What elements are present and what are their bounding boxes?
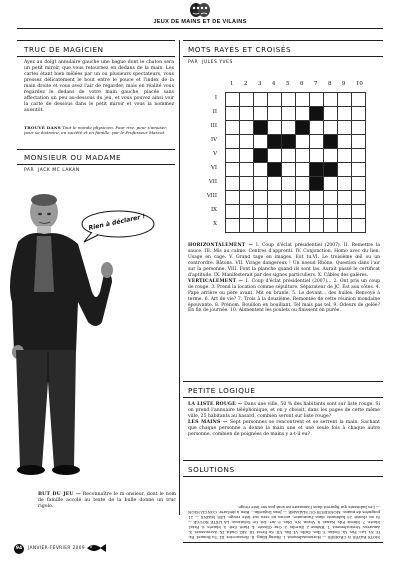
crossword-column-label: 7 xyxy=(314,81,318,87)
crossword-cell xyxy=(226,107,240,121)
crossword-cell xyxy=(338,107,352,121)
crossword-cell xyxy=(254,177,268,191)
crossword-cell xyxy=(338,135,352,149)
crossword-cell xyxy=(296,135,310,149)
crossword-cell xyxy=(296,149,310,163)
crossword-cell xyxy=(268,121,282,135)
crossword-column-label: 5 xyxy=(286,81,290,87)
crossword-cell xyxy=(324,93,338,107)
crossword-cell xyxy=(352,219,366,233)
crossword-cell xyxy=(254,205,268,219)
crossword-black-cell xyxy=(324,135,338,149)
crossword-row xyxy=(226,205,366,219)
crossword-cell xyxy=(268,107,282,121)
crossword-cell xyxy=(268,191,282,205)
mots-top-rule xyxy=(183,40,383,41)
crossword-cell xyxy=(282,219,296,233)
monsieur-byline-name: JACK MC LAKAN xyxy=(38,168,80,173)
vert-text: 1. Coup d'éclat présidentiel (2007)... 2. Ont pris un coup de rouge. 3. Prend la location comme sépulture. Séparateur de JC. Est aux côtes. 4. Pape arrière ou père avant. Mit en branle. 5. Le devant... des huiles. Renvoyé à terme. 6. Art de vie? 7. Trois à la douzième. Remontée de cette réunion mondaine épouvante. 8. Prénom. Bouillon en bouillant. Tel mais pas tel. 9. Odeurs de gelée? En fin de journée. 10. Alimentent les poulets ou finissent en purée. xyxy=(188,278,380,314)
crossword-cell xyxy=(352,135,366,149)
horiz-text: I. Coup d'éclat présidentiel (2007). II. Remettre la sauce. III. Mis au calme. Centres d'apprenti. IV. Conjonction. Homo avec du lien. Usage en cage. V. Grand tage en images. Eut tu.VI. Le troisième œil ou un contrordre. Bâtons. VII. Virage dangereux ! Un noeud Rhône. Question dans l'air sur la personne. VIII. Font la planche quand ils sont las. Aurait passé le certificat d'aptitude. IX. Manifesterait par des signes particuliers. X. Câbles des galères. xyxy=(188,243,380,278)
crossword-cell xyxy=(324,205,338,219)
crossword-cell xyxy=(324,191,338,205)
crossword-black-cell xyxy=(310,163,324,177)
logique-body xyxy=(188,402,380,438)
les-mains-label: LES MAINS — xyxy=(188,420,228,426)
column-divider xyxy=(179,40,180,515)
crossword-cell xyxy=(352,163,366,177)
crossword-row-label: II xyxy=(212,109,217,115)
crossword-cell xyxy=(254,93,268,107)
crossword-cell xyxy=(240,205,254,219)
crossword-row xyxy=(226,149,366,163)
crossword-column-label: 2 xyxy=(244,81,248,87)
crossword-cell xyxy=(282,205,296,219)
crossword-column-label: 4 xyxy=(272,81,276,87)
crossword-cell xyxy=(310,219,324,233)
crossword-cell xyxy=(296,163,310,177)
monsieur-top-rule xyxy=(17,149,175,150)
crossword-black-cell xyxy=(282,135,296,149)
crossword-row-label: IX xyxy=(211,207,217,213)
crossword-cell xyxy=(226,163,240,177)
mots-clues xyxy=(188,243,380,314)
crossword-cell xyxy=(352,177,366,191)
solutions-text-upside-down: MOTS RAYÉS & CROISÉS — Horizontalement. I. Rising bling. II. Resauceter. III. Tu Ronnel. Ex. IV. Ni. Lac. Pas. Va. Sodas. V. Ibis. Sulfo. VI. Bis. VII. Sn Erest. III. Mil. Ondit. IX. Ascenseurs. X. Amarras. Verticalement. 1. Rhôme 2. Eurolis. 3. Onr. Glissée. 4. Haté. Seit. 5. Mairés. 6. Fatal. Morte. 7. Miroir. Fils. Nanat. 8. Veron. Ne. Olas. 9. Art. Dit. Or. Solutions. LA LISTE ROUGE — Si on choisit 25 habitants dans l'annuaire, aucun ne sera sur liste rouge. LES MAINS — 21 poignées de mains. MONSIEUR OU MADAME — Jean Dujardin... Rien à déclarer. CONCLUSION — Les habitants qui figurent dans l'annuaire ne sont pas sur liste rouge. xyxy=(188,505,380,540)
crossword-cell xyxy=(226,93,240,107)
crossword-cell xyxy=(240,219,254,233)
liste-rouge-text: Dans une ville, 50 % des habitants sont sur liste rouge. Si on prend l'annuaire téléphonique, et on y choisit, dans les pages de cette même ville, 25 habitants au hasard, combien seront sur liste rouge? xyxy=(188,402,380,420)
crossword-cell xyxy=(352,93,366,107)
mots-title: MOTS RAYÉS ET CROISÉS xyxy=(188,45,292,54)
truc-title: TRUC DE MAGICIEN xyxy=(24,45,104,54)
crossword-cell xyxy=(338,149,352,163)
crossword-cell xyxy=(324,149,338,163)
crossword-cell xyxy=(338,191,352,205)
logique-title: PETITE LOGIQUE xyxy=(188,386,256,395)
monsieur-title: MONSIEUR OU MADAME xyxy=(24,153,122,162)
crossword-black-cell xyxy=(254,149,268,163)
mots-byline-name: JULES YVES xyxy=(202,60,233,65)
speech-bubble-text: Rien à déclarer ! xyxy=(87,213,146,232)
crossword-row xyxy=(226,93,366,107)
crossword-black-cell xyxy=(268,135,282,149)
crossword-row-label: VII xyxy=(208,179,217,185)
solutions-title-rule xyxy=(183,476,383,477)
crossword-cell xyxy=(352,205,366,219)
crossword-cell xyxy=(324,121,338,135)
crossword-cell xyxy=(282,107,296,121)
crossword-cell xyxy=(352,149,366,163)
crossword-cell xyxy=(240,163,254,177)
crossword-cell xyxy=(296,107,310,121)
crossword-cell xyxy=(226,177,240,191)
truc-top-rule xyxy=(17,40,175,41)
crossword-cell xyxy=(310,121,324,135)
crossword-cell xyxy=(296,219,310,233)
crossword-cell xyxy=(254,191,268,205)
crossword-cell xyxy=(352,121,366,135)
horiz-label: HORIZONTALEMENT — xyxy=(188,243,254,248)
crossword-column-label: 8 xyxy=(328,81,332,87)
monsieur-byline xyxy=(24,168,80,173)
crossword-black-cell xyxy=(268,163,282,177)
crossword-column-label: 3 xyxy=(258,81,262,87)
mots-byline xyxy=(188,60,233,65)
crossword-column-label: 9 xyxy=(342,81,346,87)
fish-icon xyxy=(85,542,107,554)
crossword-black-cell xyxy=(310,177,324,191)
crossword-cell xyxy=(352,191,366,205)
crossword-cell xyxy=(282,163,296,177)
crossword-cell xyxy=(338,93,352,107)
crossword-row-label: X xyxy=(213,221,217,227)
truc-title-rule xyxy=(17,56,175,57)
crossword-cell xyxy=(338,177,352,191)
crossword-cell xyxy=(226,191,240,205)
crossword-cell xyxy=(324,177,338,191)
crossword-row-label: III xyxy=(210,123,217,129)
crossword-cell xyxy=(282,191,296,205)
crossword-row-label: IV xyxy=(210,137,217,143)
mots-title-rule xyxy=(183,56,383,57)
crossword-cell xyxy=(310,191,324,205)
double-mask-emblem-icon xyxy=(188,2,212,18)
les-mains-text: Sept personnes se rencontrent et se serrent la main. Sachant que chaque personne a donné la main une et une seule fois à chaque autre personne, combien de poignées de mains y a-t-il eu? xyxy=(188,420,380,438)
solutions-top-rule xyxy=(183,460,383,461)
crossword-cell xyxy=(226,121,240,135)
header-rule xyxy=(17,28,383,29)
crossword-row xyxy=(226,191,366,205)
issue-date: JANVIER-FÉVRIER 2009 xyxy=(28,546,86,551)
crossword-black-cell xyxy=(324,163,338,177)
crossword-row xyxy=(226,135,366,149)
crossword-cell xyxy=(338,205,352,219)
page-number: 94 xyxy=(15,546,23,551)
crossword-cell xyxy=(338,163,352,177)
crossword-cell xyxy=(268,177,282,191)
crossword-cell xyxy=(352,107,366,121)
crossword-cell xyxy=(240,121,254,135)
crossword-row xyxy=(226,219,366,233)
crossword-cell xyxy=(240,177,254,191)
crossword-column-label: 6 xyxy=(300,81,304,87)
crossword-black-cell xyxy=(296,121,310,135)
crossword-cell xyxy=(268,93,282,107)
crossword-cell xyxy=(296,191,310,205)
truc-body: Ayez au doigt annulaire gauche une bague dont le chaton sera un petit miroir, que vous retournez en dedans de la main. Les cartes étant bien mêlées par un ou plusieurs spectateurs, vous pressez délicatement le bout entre le pouce et l'index de la main droite et vous avez l'air de regarder, mais en réalité vous regardez le dedans de votre main gauche, placée sans affectation un peu au-dessous du jeu, et vous pouvez ainsi voir la carte de dessous dans le petit miroir et vous la nommez aussitôt. xyxy=(24,60,174,114)
crossword-cell xyxy=(240,93,254,107)
vert-label: VERTICALEMENT — xyxy=(188,278,244,284)
crossword-black-cell xyxy=(254,121,268,135)
crossword-black-cell xyxy=(310,107,324,121)
crossword-row-label: I xyxy=(214,95,217,101)
crossword-cell xyxy=(324,219,338,233)
crossword-row xyxy=(226,163,366,177)
monsieur-caption xyxy=(38,492,176,511)
crossword-cell xyxy=(226,205,240,219)
crossword-row-label: VIII xyxy=(206,193,217,199)
logique-title-rule xyxy=(183,397,383,398)
crossword-cell xyxy=(254,135,268,149)
crossword-cell xyxy=(226,219,240,233)
crossword-cell xyxy=(338,219,352,233)
monsieur-byline-prefix: PAR xyxy=(24,168,35,173)
crossword-cell xyxy=(268,205,282,219)
magazine-section-title: JEUX DE MAINS ET DE VILAINS xyxy=(153,19,247,25)
truc-source-text: Tout le monde physicien. Pour rire, pour s'amuser, pour se distraire, en société et en famille, par le Professeur Mascot. xyxy=(24,125,168,136)
crossword-cell xyxy=(268,149,282,163)
crossword-row xyxy=(226,177,366,191)
crossword-cell xyxy=(282,149,296,163)
crossword-row xyxy=(226,107,366,121)
truc-source-label: TROUVÉ DANS xyxy=(24,125,61,130)
crossword-column-label: 1 xyxy=(230,81,234,87)
monsieur-caption-label: BUT DU JEU — xyxy=(38,492,81,497)
page-number-badge xyxy=(14,544,24,554)
crossword-cell xyxy=(310,135,324,149)
crossword-row-label: VI xyxy=(210,165,217,171)
crossword-cell xyxy=(282,121,296,135)
crossword-cell xyxy=(310,93,324,107)
crossword-row xyxy=(226,121,366,135)
crossword-cell xyxy=(240,107,254,121)
crossword-cell xyxy=(254,163,268,177)
crossword-column-label: 10 xyxy=(356,81,363,87)
crossword-cell xyxy=(282,93,296,107)
crossword-cell xyxy=(338,121,352,135)
liste-rouge-label: LA LISTE ROUGE — xyxy=(188,402,243,407)
crossword-cell xyxy=(226,135,240,149)
crossword-cell xyxy=(296,205,310,219)
monsieur-title-rule xyxy=(17,164,175,165)
crossword-row-label: V xyxy=(213,151,217,157)
monsieur-caption-text: Reconnaître le m onsieur, dont le nom de famille accolé au texte de la bulle donne un truc rigolo. xyxy=(38,492,176,510)
crossword-cell xyxy=(324,107,338,121)
crossword-cell xyxy=(282,177,296,191)
crossword-cell xyxy=(240,149,254,163)
crossword-cell xyxy=(268,219,282,233)
crossword-cell xyxy=(240,135,254,149)
crossword-cell xyxy=(254,107,268,121)
logique-top-rule xyxy=(183,381,383,382)
crossword-cell xyxy=(254,219,268,233)
crossword-cell xyxy=(240,191,254,205)
solutions-bottom-rule xyxy=(183,542,383,543)
crossword-cell xyxy=(310,149,324,163)
truc-source xyxy=(24,125,174,135)
crossword-cell xyxy=(296,93,310,107)
crossword-cell xyxy=(310,205,324,219)
mots-byline-prefix: PAR xyxy=(188,60,199,65)
crossword-cell xyxy=(296,177,310,191)
crossword-grid xyxy=(225,92,366,233)
solutions-title: SOLUTIONS xyxy=(188,465,235,474)
crossword-cell xyxy=(226,149,240,163)
